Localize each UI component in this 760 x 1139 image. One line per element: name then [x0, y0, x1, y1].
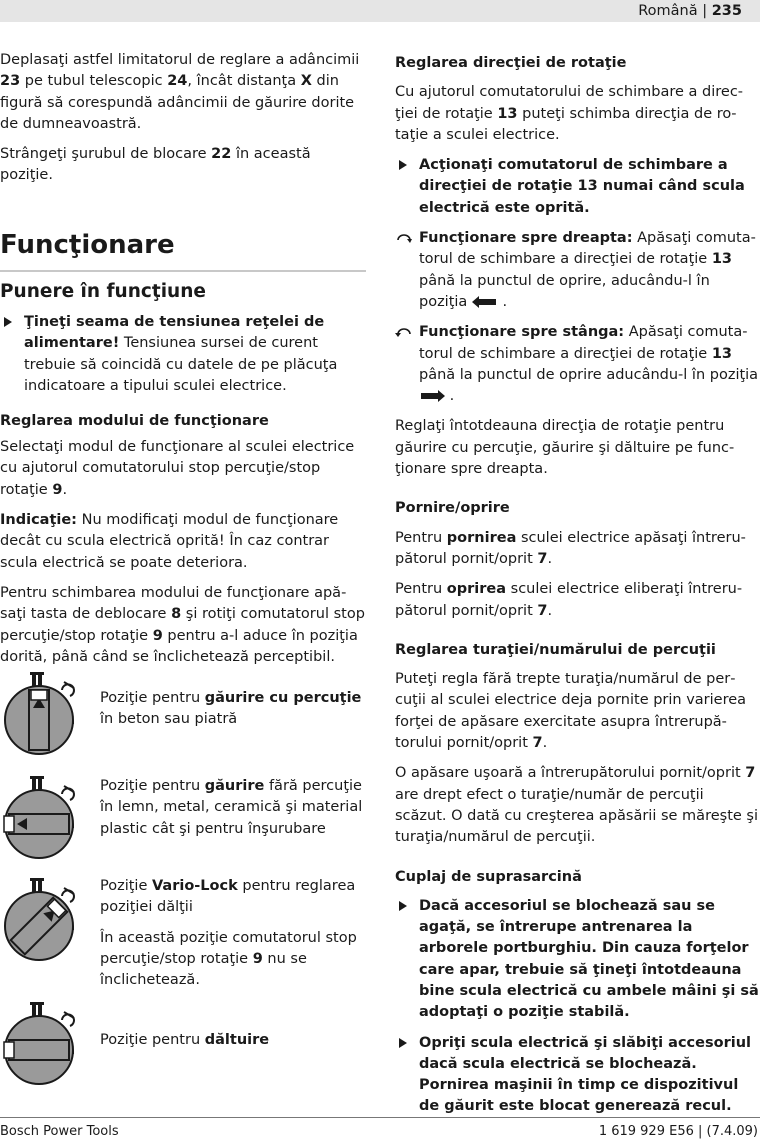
forward-rotation-item: Funcţionare spre dreapta: Apăsaţi comutatorul de schimbare a direcţiei de rotaţie 13 până la punctul de oprire, aducându-l în poziţia . [395, 228, 759, 313]
selector-drill-icon [2, 772, 92, 862]
note-paragraph: Indicaţie: Nu modificaţi modul de funcţionare decât cu scula electrică oprită! În caz contrar scula electrică se poate deteriora. [0, 512, 339, 571]
heading: Pornire/oprire [395, 500, 510, 517]
paragraph: Cu ajutorul comutatorului de schimbare a direcţiei de rotaţie 13 puteţi schimba direcţia de rotaţie a sculei electrice. [395, 84, 744, 143]
bullet-arrow-icon [399, 901, 407, 911]
paragraph: Deplasaţi astfel limitatorul de reglare a adâncimii 23 pe tubul telescopic 24, încât distanţa X din figură să corespundă adâncimii de găurire dorite de dumneavoastră. [0, 52, 360, 132]
divider [0, 270, 366, 272]
heading: Reglarea modului de funcţionare [0, 413, 269, 430]
warning-item: Opriţi scula electrică şi slăbiţi accesoriul dacă scula electrică se blochează. Pornirea maşinii în timp ce dispozitivul de găurit este blocat generează recul. [395, 1033, 759, 1118]
warning-item: Acţionaţi comutatorul de schimbare a direcţiei de rotaţie 13 numai când scula electrică este oprită. [395, 155, 759, 219]
mode-description: Poziţie pentru dăltuire [100, 1032, 270, 1048]
page-number: 235 [711, 3, 742, 19]
selector-hammer-drill-icon [2, 668, 92, 758]
header-text: Română | 235 [638, 3, 742, 19]
heading: Reglarea turaţiei/numărului de percuţii [395, 641, 716, 658]
mode-description: Poziţie pentru găurire fără percuţie în lemn, metal, ceramică şi material plastic cât şi pentru înşurubare [100, 778, 363, 837]
footer-brand: Bosch Power Tools [0, 1124, 119, 1139]
section-title: Funcţionare [0, 230, 175, 260]
paragraph: Puteţi regla fără trepte turaţia/numărul de percuţii al sculei electrice deja pornite prin varierea forţei de apăsare exercitate asupra întrerupătorului pornit/oprit 7. [395, 671, 747, 752]
paragraph: Strângeţi şurubul de blocare 22 în această poziţie. [0, 146, 311, 184]
selector-chiselling-icon [2, 998, 92, 1088]
paragraph: Pentru schimbarea modului de funcţionare apăsaţi tasta de deblocare 8 şi rotiţi comutatorul stop percuţie/stop rotaţie 9 pentru a-l aduce în poziţia dorită, până când se înclichetează perceptibil. [0, 584, 365, 665]
paragraph: Reglaţi întotdeauna direcţia de rotaţie pentru găurire cu percuţie, găurire şi dăltuire pe funcţionare spre dreapta. [395, 418, 735, 478]
page-footer [0, 1117, 760, 1139]
arrow-right-icon [419, 390, 445, 402]
reverse-rotation-item: Funcţionare spre stânga: Apăsaţi comutatorul de schimbare a direcţiei de rotaţie 13 până la punctul de oprire aducându-l în poziţia . [395, 322, 759, 407]
paragraph: Selectaţi modul de funcţionare al sculei electrice cu ajutorul comutatorului stop percuţie/stop rotaţie 9. [0, 439, 355, 498]
section [0, 230, 366, 677]
bullet-arrow-icon [399, 1038, 407, 1048]
right-column [395, 53, 759, 1127]
mode-description: Poziţie Vario-Lock pentru reglarea poziţiei dălţii În această poziţie comutatorul stop percuţie/stop rotaţie 9 nu se înclichetează. [100, 878, 357, 989]
selector-vario-lock-icon [2, 874, 92, 964]
footer-docid: 1 619 929 E56 | (7.4.09) [598, 1124, 758, 1139]
warning-item: Ţineţi seama de tensiunea reţelei de alimentare! Tensiunea sursei de curent trebuie să coincidă cu datele de pe plăcuţa indicatoare a tipului sculei electrice. [0, 312, 366, 397]
arrow-left-icon [472, 296, 498, 308]
mode-description: Poziţie pentru găurire cu percuţie în beton sau piatră [100, 690, 362, 728]
page-header [0, 0, 760, 22]
heading: Cuplaj de suprasarcină [395, 868, 582, 885]
rotate-left-icon [395, 325, 413, 339]
paragraph: Pentru pornirea sculei electrice apăsaţi întrerupătorul pornit/oprit 7. [395, 529, 746, 567]
paragraph: O apăsare uşoară a întrerupătorului pornit/oprit 7 are drept efect o turaţie/număr de percuţii scăzut. O dată cu creşterea apăsării se măreşte şi turaţia/numărul de percuţii. [395, 765, 758, 846]
bullet-arrow-icon [399, 160, 407, 170]
subsection-title: Punere în funcţiune [0, 281, 206, 302]
warning-item: Dacă accesoriul se blochează sau se agaţă, se întrerupe antrenarea la arborele portburghiu. Din cauza forţelor care apar, trebuie să ţineţi întotdeauna bine scula electrică cu ambele mâini şi să adoptaţi o poziţie stabilă. [395, 896, 759, 1024]
bullet-arrow-icon [4, 317, 12, 327]
heading: Reglarea direcţiei de rotaţie [395, 55, 627, 71]
rotate-right-icon [395, 231, 413, 245]
left-column [0, 50, 366, 196]
paragraph: Pentru oprirea sculei electrice eliberaţi întrerupătorul pornit/oprit 7. [395, 581, 743, 619]
